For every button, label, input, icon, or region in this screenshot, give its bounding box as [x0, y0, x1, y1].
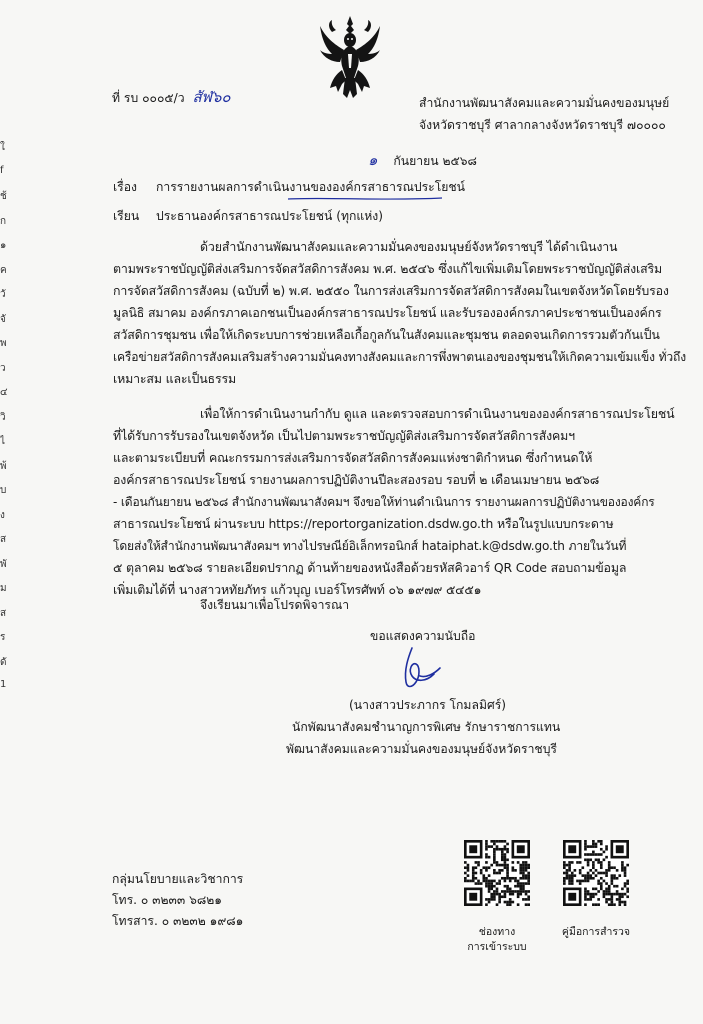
addressee-label: เรียน [113, 209, 140, 223]
footer-department: กลุ่มนโยบายและวิชาการ [112, 872, 244, 886]
qr1-caption-line-2: การเข้าระบบ [467, 941, 527, 953]
paragraph-2-line: ๕ ตุลาคม ๒๕๖๘ รายละเอียดปรากฏ ด้านท้ายของหนังสือด้วยรหัสคิวอาร์ QR Code สอบถามข้อมูล [113, 560, 627, 575]
adjacent-page-glyph: f [0, 164, 4, 176]
paragraph-1-line: เครือข่ายสวัสดิการสังคมเสริมสร้างความมั่นคงทางสังคมและการพึ่งพาตนเองของชุมชนให้เกิดความเข้มแข็ง ทั่วถึง [113, 350, 686, 364]
adjacent-page-edge [0, 140, 12, 710]
adjacent-page-glyph: วั [0, 289, 6, 300]
paragraph-2-line: และตามระเบียบที่ คณะกรรมการส่งเสริมการจัดสวัสดิการสังคมแห่งชาติกำหนด ซึ่งกำหนดให้ [113, 450, 593, 465]
signer-title-line-1: นักพัฒนาสังคมชำนาญการพิเศษ รักษาราชการแทน [292, 720, 561, 734]
qr1-caption-line-1: ช่องทาง [478, 926, 516, 938]
paragraph-1-line: มูลนิธิ สมาคม องค์กรภาคเอกชนเป็นองค์กรสาธารณประโยชน์ และรับรององค์กรภาคประชาชนเป็นองค์กร [113, 305, 662, 320]
reference-prefix: ที่ รบ ๐๐๐๕/ว [112, 91, 185, 105]
paragraph-2-line: - เดือนกันยายน ๒๕๖๘ สำนักงานพัฒนาสังคมฯ จึงขอให้ท่านดำเนินการ รายงานผลการปฏิบัติงานขององค์กร [113, 495, 655, 509]
adjacent-page-glyph: ว [0, 362, 6, 374]
adjacent-page-glyph: ดั [0, 656, 7, 668]
paragraph-1-line: ด้วยสำนักงานพัฒนาสังคมและความมั่นคงของมนุษย์จังหวัดราชบุรี ได้ดำเนินงาน [200, 239, 618, 254]
paragraph-1-line: ตามพระราชบัญญัติส่งเสริมการจัดสวัสดิการสังคม พ.ศ. ๒๕๔๖ ซึ่งแก้ไขเพิ่มเติมโดยพระราชบัญญัติส่งเสริม [113, 261, 663, 276]
qr-code-icon [464, 840, 530, 906]
adjacent-page-glyph: 1 [0, 679, 7, 690]
adjacent-page-glyph: ม [0, 583, 7, 594]
qr-code-icon [563, 840, 629, 906]
paragraph-2-line: สาธารณประโยชน์ ผ่านระบบ https://reportorganization.dsdw.go.th หรือในรูปแบบกระดาษ [113, 516, 614, 531]
regards-line: ขอแสดงความนับถือ [370, 629, 476, 643]
adjacent-page-glyph: ไ [0, 436, 6, 447]
qr2-caption: คู่มือการสำรวจ [561, 926, 631, 938]
adjacent-page-glyph: จั [0, 313, 6, 325]
adjacent-page-glyph: ช้ [0, 191, 7, 202]
adjacent-page-glyph: ค [0, 264, 7, 276]
adjacent-page-glyph: ง [0, 509, 5, 521]
subject-label: เรื่อง [113, 180, 137, 194]
adjacent-page-glyph: พ [0, 338, 7, 349]
sender-address-line-1: สำนักงานพัฒนาสังคมและความมั่นคงของมนุษย์ [419, 96, 670, 110]
subject-underline [286, 196, 444, 202]
date-month-year: กันยายน ๒๕๖๘ [393, 154, 477, 168]
addressee-text: ประธานองค์กรสาธารณประโยชน์ (ทุกแห่ง) [156, 209, 383, 223]
footer-fax: โทรสาร. ๐ ๓๒๓๒ ๑๙๘๑ [112, 914, 244, 928]
adjacent-page-glyph: ๔ [0, 387, 8, 398]
date-day-handwritten: ๑ [368, 151, 378, 169]
adjacent-page-glyph: พั [0, 558, 7, 570]
sender-address-line-2: จังหวัดราชบุรี ศาลากลางจังหวัดราชบุรี ๗๐๐๐๐ [419, 118, 666, 132]
adjacent-page-glyph: วิ [0, 411, 6, 423]
footer-telephone: โทร. ๐ ๓๒๓๓ ๖๘๒๑ [112, 893, 222, 907]
paragraph-1-line: สวัสดิการชุมชน เพื่อให้เกิดระบบการช่วยเหลือเกื้อกูลกันในสังคมและชุมชน ตลอดจนเกิดการรวมตัวกันเป็น [113, 327, 660, 342]
paragraph-2-line: องค์กรสาธารณประโยชน์ รายงานผลการปฏิบัติงานปีละสองรอบ รอบที่ ๒ เดือนเมษายน ๒๕๖๘ [113, 472, 600, 487]
signer-title-line-2: พัฒนาสังคมและความมั่นคงของมนุษย์จังหวัดราชบุรี [286, 742, 557, 756]
garuda-emblem-icon [318, 14, 382, 100]
paragraph-2-line: เพื่อให้การดำเนินงานกำกับ ดูแล และตรวจสอบการดำเนินงานขององค์กรสาธารณประโยชน์ [200, 406, 675, 421]
paragraph-1-line: เหมาะสม และเป็นธรรม [113, 371, 236, 386]
signer-name: (นางสาวประภากร โกมลมิศร์) [349, 698, 507, 712]
closing-line: จึงเรียนมาเพื่อโปรดพิจารณา [200, 598, 350, 612]
paragraph-2-line: โดยส่งให้สำนักงานพัฒนาสังคมฯ ทางไปรษณีย์อิเล็กทรอนิกส์ hataiphat.k@dsdw.go.th ภายในวันที่ [113, 539, 627, 553]
adjacent-page-glyph: ส [0, 534, 7, 545]
adjacent-page-glyph: ใ [0, 142, 5, 153]
adjacent-page-glyph: ๑ [0, 240, 7, 251]
paragraph-1-line: การจัดสวัสดิการสังคม (ฉบับที่ ๒) พ.ศ. ๒๕๕๐ ในการส่งเสริมการจัดสวัสดิการสังคมในเขตจังหวัดโดยรับรอง [113, 283, 669, 298]
handwritten-signature [394, 644, 446, 692]
adjacent-page-glyph: ร [0, 632, 6, 643]
reference-handwritten: สัฬ๖๐ [192, 88, 231, 106]
adjacent-page-glyph: ก [0, 215, 7, 227]
subject-text: การรายงานผลการดำเนินงานขององค์กรสาธารณประโยชน์ [156, 180, 466, 194]
adjacent-page-glyph: บ [0, 485, 7, 496]
adjacent-page-glyph: ส [0, 607, 7, 619]
paragraph-2-line: เพิ่มเติมได้ที่ นางสาวหทัยภัทร แก้วบุญ เบอร์โทรศัพท์ ๐๖ ๑๙๗๙ ๕๔๕๑ [113, 582, 482, 597]
paragraph-2-line: ที่ได้รับการรับรองในเขตจังหวัด เป็นไปตามพระราชบัญญัติส่งเสริมการจัดสวัสดิการสังคมฯ [113, 428, 575, 443]
letter-date [368, 153, 477, 168]
reference-number [112, 90, 231, 105]
adjacent-page-glyph: พ้ [0, 460, 7, 472]
